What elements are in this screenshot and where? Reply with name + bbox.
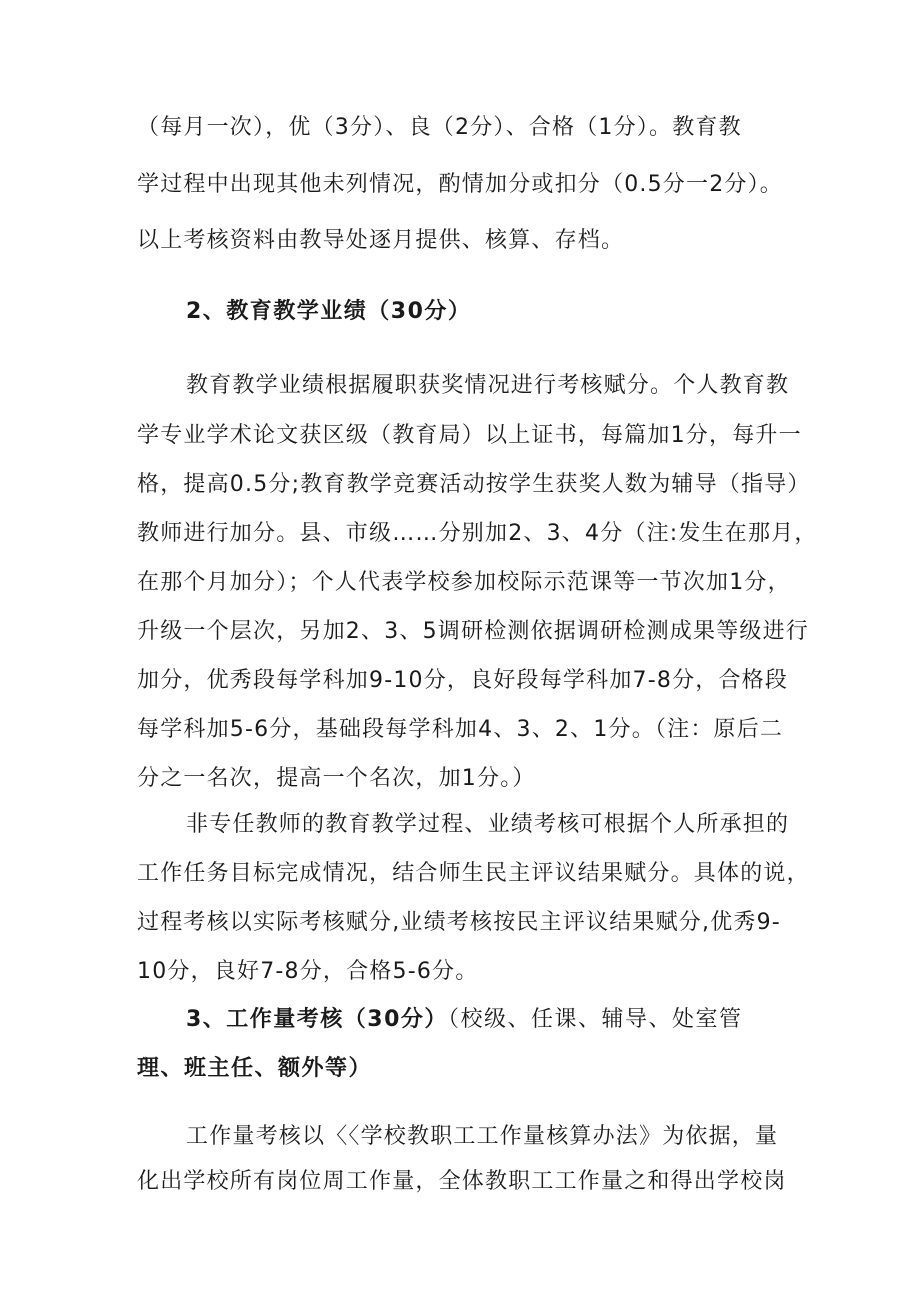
paragraph-line: 学专业学术论文获区级（教育局）以上证书，每篇加1分，每升一: [137, 423, 802, 448]
paragraph-line: 升级一个层次，另加2、3、5调研检测依据调研检测成果等级进行: [137, 619, 809, 644]
paragraph-line: 工作量考核以〈〈学校教职工工作量核算办法》为依据，量: [186, 1124, 779, 1149]
paragraph-line: 教育教学业绩根据履职获奖情况进行考核赋分。个人教育教: [186, 373, 790, 398]
section-heading-3-continued: 理、班主任、额外等）: [137, 1056, 373, 1081]
section-heading-3-note: （校级、任课、辅导、处室管: [447, 1007, 743, 1032]
paragraph-line: 工作任务目标完成情况，结合师生民主评议结果赋分。具体的说，: [137, 861, 810, 886]
paragraph-line: 教师进行加分。县、市级……分别加2、3、4分（注:发生在那月，: [137, 521, 818, 546]
paragraph-line: 学过程中出现其他未列情况，酌情加分或扣分（0.5分一2分）。: [137, 172, 783, 197]
paragraph-line: （每月一次），优（3分）、良（2分）、合格（1分）。教育教: [137, 115, 742, 140]
paragraph-line: 每学科加5-6分，基础段每学科加4、3、2、1分。（注：原后二: [137, 717, 784, 742]
paragraph-line: 格，提高0.5分;教育教学竞赛活动按学生获奖人数为辅导（指导）: [137, 472, 811, 497]
paragraph-line: 以上考核资料由教导处逐月提供、核算、存档。: [137, 228, 625, 253]
section-heading-3: [186, 1005, 742, 1035]
section-heading-3-title: 3、工作量考核（30分）: [186, 1007, 448, 1032]
paragraph-line: 化出学校所有岗位周工作量，全体教职工工作量之和得出学校岗: [137, 1169, 787, 1194]
paragraph-line: 非专任教师的教育教学过程、业绩考核可根据个人所承担的: [186, 812, 790, 837]
paragraph-line: 过程考核以实际考核赋分,业绩考核按民主评议结果赋分,优秀9-: [137, 910, 781, 935]
paragraph-line: 10分，良好7-8分，合格5-6分。: [137, 959, 479, 984]
paragraph-line: 在那个月加分）；个人代表学校参加校际示范课等一节次加1分，: [137, 570, 791, 595]
paragraph-line: 分之一名次，提高一个名次，加1分。）: [137, 766, 536, 791]
paragraph-line: 加分，优秀段每学科加9-10分，良好段每学科加7-8分，合格段: [137, 668, 789, 693]
section-heading-2: 2、教育教学业绩（30分）: [186, 299, 472, 324]
